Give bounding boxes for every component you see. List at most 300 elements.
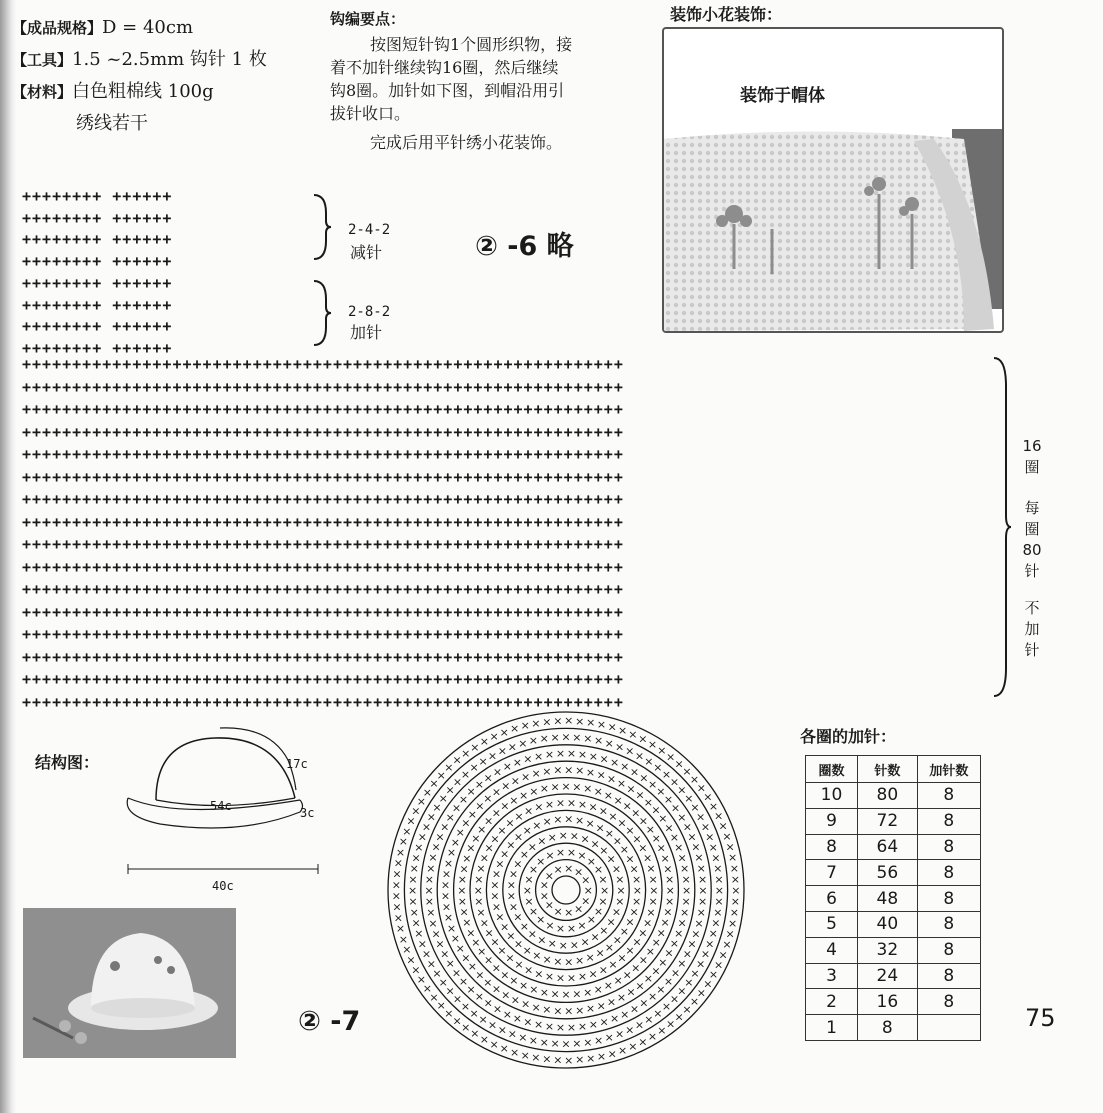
stitch-mark: ×	[395, 845, 406, 859]
stitch-mark: ×	[635, 788, 645, 802]
stitch-mark: ×	[505, 816, 515, 830]
stitch-mark: ×	[426, 957, 437, 971]
stitch-mark: ×	[474, 990, 485, 1004]
stitch-mark: ×	[694, 851, 704, 865]
stitch-mark: ×	[491, 806, 501, 820]
stitch-mark: ×	[656, 926, 666, 940]
stitch-mark: ×	[429, 990, 439, 1004]
stitch-mark: ×	[533, 1018, 544, 1032]
stitch-mark: ×	[531, 716, 541, 730]
stitch-mark: ×	[478, 755, 488, 768]
stitch-mark: ×	[619, 925, 630, 939]
stitch-mark: ×	[531, 767, 541, 781]
stitch-mark: ×	[392, 900, 402, 914]
stitch-mark: ×	[502, 760, 512, 774]
stitch-mark: ×	[615, 872, 625, 886]
stitch-mark: ×	[658, 955, 668, 969]
hat-photo	[23, 908, 236, 1058]
stitch-mark: ×	[687, 937, 697, 951]
stitch-mark: ×	[606, 915, 616, 929]
stitch-mark: ×	[497, 744, 507, 758]
stitch-mark: ×	[474, 895, 484, 908]
stitch-mark: ×	[572, 987, 582, 1001]
stitch-mark: ×	[663, 862, 673, 876]
stitch-mark: ×	[411, 916, 421, 930]
dim-top: 17c	[286, 757, 308, 771]
key-points-line: 拔针收口。	[330, 104, 411, 123]
spec-material	[12, 76, 322, 108]
stitch-mark: ×	[696, 781, 707, 795]
cell-round: 10	[806, 783, 858, 809]
stitch-mark: ×	[656, 785, 666, 799]
stitch-mark: ×	[661, 999, 672, 1013]
stitch-mark: ×	[718, 948, 728, 962]
stitch-mark: ×	[544, 1020, 555, 1033]
stitch-mark: ×	[646, 862, 656, 876]
stitch-mark: ×	[510, 774, 521, 788]
crown-round-chart	[383, 707, 749, 1073]
stitch-mark: ×	[561, 730, 571, 744]
stitch-mark: ×	[598, 894, 608, 908]
stitch-mark: ×	[625, 915, 635, 929]
stitch-mark: ×	[664, 946, 674, 960]
stitch-mark: ×	[638, 926, 648, 940]
stitch-mark: ×	[677, 810, 687, 824]
stitch-mark: ×	[537, 834, 547, 848]
stitch-mark: ×	[532, 949, 542, 963]
structure-title: 结构图：	[35, 753, 100, 772]
stitch-mark: ×	[572, 1037, 582, 1050]
stitch-mark: ×	[677, 916, 687, 930]
stitch-mark: ×	[429, 777, 439, 791]
stitch-mark: ×	[440, 820, 450, 834]
stitch-mark: ×	[575, 764, 585, 778]
stitch-mark: ×	[462, 916, 472, 930]
stitch-mark: ×	[497, 944, 507, 958]
stitch-mark: ×	[457, 884, 467, 897]
stitch-mark: ×	[435, 830, 445, 844]
stitch-mark: ×	[705, 937, 715, 951]
stitch-mark: ×	[542, 952, 552, 966]
stitch-mark: ×	[611, 862, 622, 876]
stitch-mark: ×	[628, 1040, 638, 1054]
stitch-mark: ×	[577, 797, 588, 811]
stitch-mark: ×	[674, 757, 684, 771]
stitch-mark: ×	[711, 916, 721, 930]
stitch-mark: ×	[661, 768, 672, 782]
stitch-mark: ×	[518, 736, 528, 750]
stitch-mark: ×	[489, 1037, 499, 1051]
key-points-note: 完成后用平针绣小花装饰。	[370, 133, 563, 152]
stitch-mark: ×	[545, 919, 555, 933]
stitch-mark: ×	[604, 940, 614, 954]
stitch-mark: ×	[455, 941, 465, 955]
stitch-mark: ×	[416, 972, 426, 986]
stitch-mark: ×	[679, 905, 690, 919]
stitch-mark: ×	[443, 911, 454, 925]
inc-label: 加针	[350, 323, 383, 342]
stitch-mark: ×	[479, 1032, 489, 1046]
stitch-mark: ×	[625, 852, 635, 866]
stitch-mark: ×	[542, 1052, 552, 1066]
stitch-mark: ×	[544, 898, 555, 912]
stitch-mark: ×	[444, 1006, 454, 1020]
stitch-mark: ×	[391, 889, 401, 903]
stitch-mark: ×	[670, 801, 681, 815]
stitch-mark: ×	[547, 830, 557, 844]
stitch-mark: ×	[669, 831, 679, 844]
stitch-mark: ×	[577, 748, 588, 761]
cell-round: 4	[806, 937, 858, 963]
stitch-mark: ×	[529, 784, 539, 798]
vertical-text: 加	[1024, 620, 1040, 638]
vertical-text: 圈	[1024, 458, 1040, 476]
stitch-mark: ×	[431, 840, 441, 854]
stitch-mark: ×	[416, 795, 426, 809]
stitch-mark: ×	[599, 884, 610, 897]
stitch-mark: ×	[585, 816, 595, 830]
stitch-mark: ×	[665, 750, 676, 764]
stitch-mark: ×	[599, 844, 609, 858]
cell-stitches: 80	[857, 783, 917, 809]
stitch-mark: ×	[642, 851, 653, 865]
spec-block	[12, 12, 322, 139]
col-header-round: 圈数	[806, 756, 858, 783]
decrease-increase-grid: ++++++++ ++++++ ++++++++ ++++++ ++++++++ ++++++ ++++++++ ++++++ ++++++++ ++++++ ++++++++ ++++++ ++++++++ ++++++ ++++++++ ++++++	[22, 187, 173, 357]
stitch-mark: ×	[647, 777, 658, 791]
stitch-mark: ×	[634, 749, 645, 763]
stitch-mark: ×	[691, 840, 701, 854]
stitch-mark: ×	[593, 863, 604, 877]
stitch-mark: ×	[681, 895, 691, 908]
vertical-text: 80	[1022, 541, 1042, 559]
stitch-mark: ×	[406, 814, 416, 828]
stitch-mark: ×	[609, 755, 620, 769]
stitch-mark: ×	[529, 983, 539, 997]
stitch-mark: ×	[714, 894, 724, 908]
stitch-mark: ×	[572, 731, 582, 744]
stitch-mark: ×	[507, 1027, 518, 1041]
increase-table-title: 各圈的加针：	[800, 727, 897, 746]
stitch-mark: ×	[588, 800, 598, 814]
stitch-mark: ×	[555, 796, 566, 810]
stitch-mark: ×	[616, 884, 626, 897]
stitch-mark: ×	[664, 873, 675, 887]
stitch-mark: ×	[679, 862, 690, 876]
stitch-mark: ×	[722, 830, 732, 843]
stitch-mark: ×	[586, 716, 596, 729]
stitch-mark: ×	[490, 878, 500, 892]
stitch-mark: ×	[713, 905, 723, 919]
stitch-mark: ×	[550, 1037, 560, 1050]
cell-stitches: 48	[857, 886, 917, 912]
stitch-mark: ×	[542, 715, 552, 729]
stitch-mark: ×	[497, 1023, 507, 1037]
stitch-mark: ×	[596, 717, 607, 731]
stitch-mark: ×	[460, 999, 471, 1013]
key-points-line: 按图短针钩1个圆形织物，接	[370, 35, 573, 54]
stitch-mark: ×	[598, 873, 608, 887]
increase-table	[805, 755, 981, 1041]
stitch-mark: ×	[620, 760, 630, 774]
stitch-mark: ×	[631, 873, 642, 887]
stitch-mark: ×	[398, 932, 409, 946]
material-value-2: 绣线若干	[76, 113, 148, 134]
stitch-mark: ×	[539, 1035, 549, 1049]
size-label: 【成品规格】	[12, 19, 103, 37]
stitch-mark: ×	[441, 867, 452, 881]
stitch-mark: ×	[476, 905, 486, 919]
stitch-mark: ×	[483, 771, 493, 785]
stitch-mark: ×	[509, 974, 519, 988]
stitch-mark: ×	[682, 764, 692, 778]
stitch-mark: ×	[473, 884, 483, 897]
stitch-mark: ×	[407, 884, 418, 897]
stitch-mark: ×	[542, 764, 552, 778]
stitch-mark: ×	[555, 747, 566, 761]
stitch-mark: ×	[558, 829, 568, 843]
stitch-mark: ×	[513, 857, 523, 871]
stitch-mark: ×	[593, 734, 604, 748]
table-row	[806, 911, 981, 937]
vertical-text: 针	[1024, 641, 1040, 659]
stitch-mark: ×	[606, 995, 617, 1009]
stitch-mark: ×	[634, 1018, 645, 1032]
stitch-mark: ×	[445, 810, 455, 824]
stitch-mark: ×	[539, 985, 549, 999]
stitch-mark: ×	[542, 1003, 552, 1017]
stitch-mark: ×	[424, 884, 434, 897]
stitch-mark: ×	[595, 821, 605, 835]
stitch-mark: ×	[664, 894, 675, 908]
stitch-mark: ×	[477, 945, 487, 959]
stitch-mark: ×	[564, 906, 574, 919]
cell-increase: 8	[917, 860, 980, 886]
col-header-increase: 加针数	[917, 756, 980, 783]
stitch-mark: ×	[632, 832, 642, 846]
stitch-mark: ×	[577, 1020, 588, 1033]
page-number: 75	[1025, 1004, 1056, 1032]
stitch-mark: ×	[392, 867, 402, 881]
stitch-mark: ×	[495, 857, 505, 871]
stitch-mark: ×	[533, 749, 544, 763]
vertical-text: 每	[1024, 499, 1040, 517]
material-label: 【材料】	[12, 83, 73, 101]
stitch-mark: ×	[598, 804, 609, 818]
stitch-mark: ×	[697, 873, 708, 886]
stitch-mark: ×	[436, 999, 446, 1013]
stitch-mark: ×	[518, 1031, 528, 1045]
key-points-title: 钩编要点：	[330, 10, 406, 28]
stitch-mark: ×	[499, 920, 510, 934]
stitch-mark: ×	[614, 1027, 625, 1041]
cell-increase: 8	[917, 808, 980, 834]
stitch-mark: ×	[631, 961, 641, 975]
stitch-mark: ×	[566, 796, 577, 810]
spec-tools	[12, 44, 322, 76]
cell-round: 7	[806, 860, 858, 886]
stitch-mark: ×	[544, 970, 555, 984]
stitch-mark: ×	[409, 905, 419, 919]
cell-stitches: 32	[857, 937, 917, 963]
stitch-mark: ×	[474, 873, 484, 886]
stitch-mark: ×	[470, 1027, 480, 1041]
stitch-mark: ×	[581, 894, 591, 908]
stitch-mark: ×	[629, 1002, 640, 1016]
stitch-mark: ×	[502, 1007, 512, 1021]
stitch-mark: ×	[635, 979, 645, 993]
stitch-mark: ×	[638, 732, 648, 746]
cell-round: 6	[806, 886, 858, 912]
stitch-mark: ×	[644, 755, 654, 768]
stitch-mark: ×	[451, 801, 462, 815]
stitch-mark: ×	[684, 792, 694, 806]
stitch-mark: ×	[512, 1012, 523, 1026]
stitch-mark: ×	[451, 966, 462, 980]
stitch-mark: ×	[677, 851, 687, 865]
stitch-mark: ×	[580, 935, 590, 949]
stitch-mark: ×	[553, 863, 563, 877]
stitch-mark: ×	[466, 982, 476, 996]
stitch-mark: ×	[638, 1035, 648, 1049]
stitch-mark: ×	[643, 972, 653, 986]
stitch-mark: ×	[531, 1000, 541, 1014]
stitch-mark: ×	[539, 782, 549, 796]
stitch-mark: ×	[599, 752, 609, 766]
bracket-body	[992, 356, 1012, 698]
stitch-mark: ×	[664, 821, 674, 835]
stitch-mark: ×	[622, 799, 632, 813]
stitch-mark: ×	[616, 991, 627, 1005]
stitch-mark: ×	[669, 992, 680, 1006]
stitch-mark: ×	[561, 1037, 571, 1051]
stitch-mark: ×	[514, 958, 524, 972]
stitch-mark: ×	[536, 854, 546, 868]
stitch-mark: ×	[729, 905, 740, 919]
stitch-mark: ×	[703, 977, 713, 991]
stitch-mark: ×	[599, 923, 609, 937]
stitch-mark: ×	[616, 776, 627, 790]
stitch-mark: ×	[558, 938, 568, 952]
stitch-mark: ×	[553, 954, 563, 968]
cell-stitches: 16	[857, 989, 917, 1015]
stitch-mark: ×	[466, 785, 476, 799]
stitch-mark: ×	[700, 820, 711, 834]
cell-stitches: 24	[857, 963, 917, 989]
stitch-mark: ×	[651, 936, 661, 950]
stitch-mark: ×	[674, 1010, 684, 1024]
cell-increase: 8	[917, 989, 980, 1015]
stitch-mark: ×	[714, 873, 724, 887]
stitch-mark: ×	[527, 840, 537, 854]
stitch-mark: ×	[457, 894, 468, 908]
stitch-mark: ×	[534, 800, 544, 814]
stitch-mark: ×	[553, 813, 563, 827]
stitch-mark: ×	[466, 841, 476, 855]
stitch-mark: ×	[470, 740, 480, 754]
stitch-mark: ×	[588, 967, 598, 981]
stitch-mark: ×	[656, 841, 666, 855]
stitch-mark: ×	[620, 1007, 630, 1021]
stitch-mark: ×	[522, 943, 532, 957]
stitch-mark: ×	[713, 809, 724, 823]
stitch-mark: ×	[625, 944, 635, 958]
stitch-mark: ×	[645, 822, 655, 836]
stitch-mark: ×	[607, 720, 617, 734]
cell-stitches: 64	[857, 834, 917, 860]
cell-increase: 8	[917, 886, 980, 912]
table-row	[806, 860, 981, 886]
stitch-mark: ×	[411, 851, 421, 865]
stitch-mark: ×	[598, 963, 609, 977]
stitch-mark: ×	[446, 921, 457, 935]
stitch-mark: ×	[513, 937, 524, 951]
stitch-mark: ×	[580, 832, 590, 846]
cell-round: 8	[806, 834, 858, 860]
stitch-mark: ×	[469, 1006, 479, 1020]
stitch-mark: ×	[411, 804, 421, 818]
stitch-mark: ×	[428, 851, 438, 865]
size-value: D = 40cm	[102, 17, 194, 38]
stitch-mark: ×	[569, 938, 579, 952]
stitch-mark: ×	[575, 1003, 585, 1017]
stitch-mark: ×	[509, 722, 520, 736]
stitch-mark: ×	[649, 884, 659, 897]
stitch-mark: ×	[617, 816, 627, 830]
stitch-mark: ×	[647, 737, 658, 751]
stitch-mark: ×	[501, 988, 511, 1002]
stitch-mark: ×	[553, 1053, 563, 1067]
stitch-mark: ×	[681, 873, 691, 886]
stitch-mark: ×	[440, 889, 451, 903]
stitch-mark: ×	[490, 935, 500, 949]
stitch-mark: ×	[583, 1035, 593, 1049]
stitch-mark: ×	[421, 947, 432, 961]
stitch-mark: ×	[491, 867, 502, 881]
stitch-mark: ×	[566, 971, 577, 985]
stitch-mark: ×	[550, 987, 560, 1001]
stitch-mark: ×	[443, 856, 454, 870]
photo-caption: 装饰于帽体	[740, 86, 825, 106]
cell-stitches: 56	[857, 860, 917, 886]
stitch-mark: ×	[428, 916, 438, 930]
stitch-mark: ×	[408, 894, 418, 908]
stitch-mark: ×	[711, 851, 721, 865]
stitch-mark: ×	[528, 904, 539, 918]
stitch-mark: ×	[489, 730, 499, 744]
stitch-mark: ×	[523, 804, 534, 818]
stitch-mark: ×	[528, 734, 539, 748]
cell-increase	[917, 1015, 980, 1041]
stitch-mark: ×	[519, 919, 529, 933]
stitch-mark: ×	[528, 863, 539, 877]
stitch-mark: ×	[564, 714, 574, 728]
stitch-mark: ×	[677, 957, 687, 971]
stitch-mark: ×	[607, 1047, 617, 1061]
stitch-mark: ×	[596, 999, 606, 1013]
tools-value: 1.5 ~2.5mm 钩针 1 枚	[72, 49, 267, 70]
stitch-mark: ×	[501, 779, 511, 793]
dim-width: 40c	[212, 879, 234, 893]
stitch-mark: ×	[653, 1006, 663, 1020]
decoration-photo	[662, 27, 1004, 333]
stitch-mark: ×	[586, 1052, 596, 1065]
pattern-id-top: ② -6 略	[475, 231, 574, 262]
stitch-mark: ×	[708, 927, 718, 941]
stitch-mark: ×	[651, 964, 661, 978]
stitch-mark: ×	[550, 731, 560, 744]
stitch-mark: ×	[632, 935, 642, 949]
